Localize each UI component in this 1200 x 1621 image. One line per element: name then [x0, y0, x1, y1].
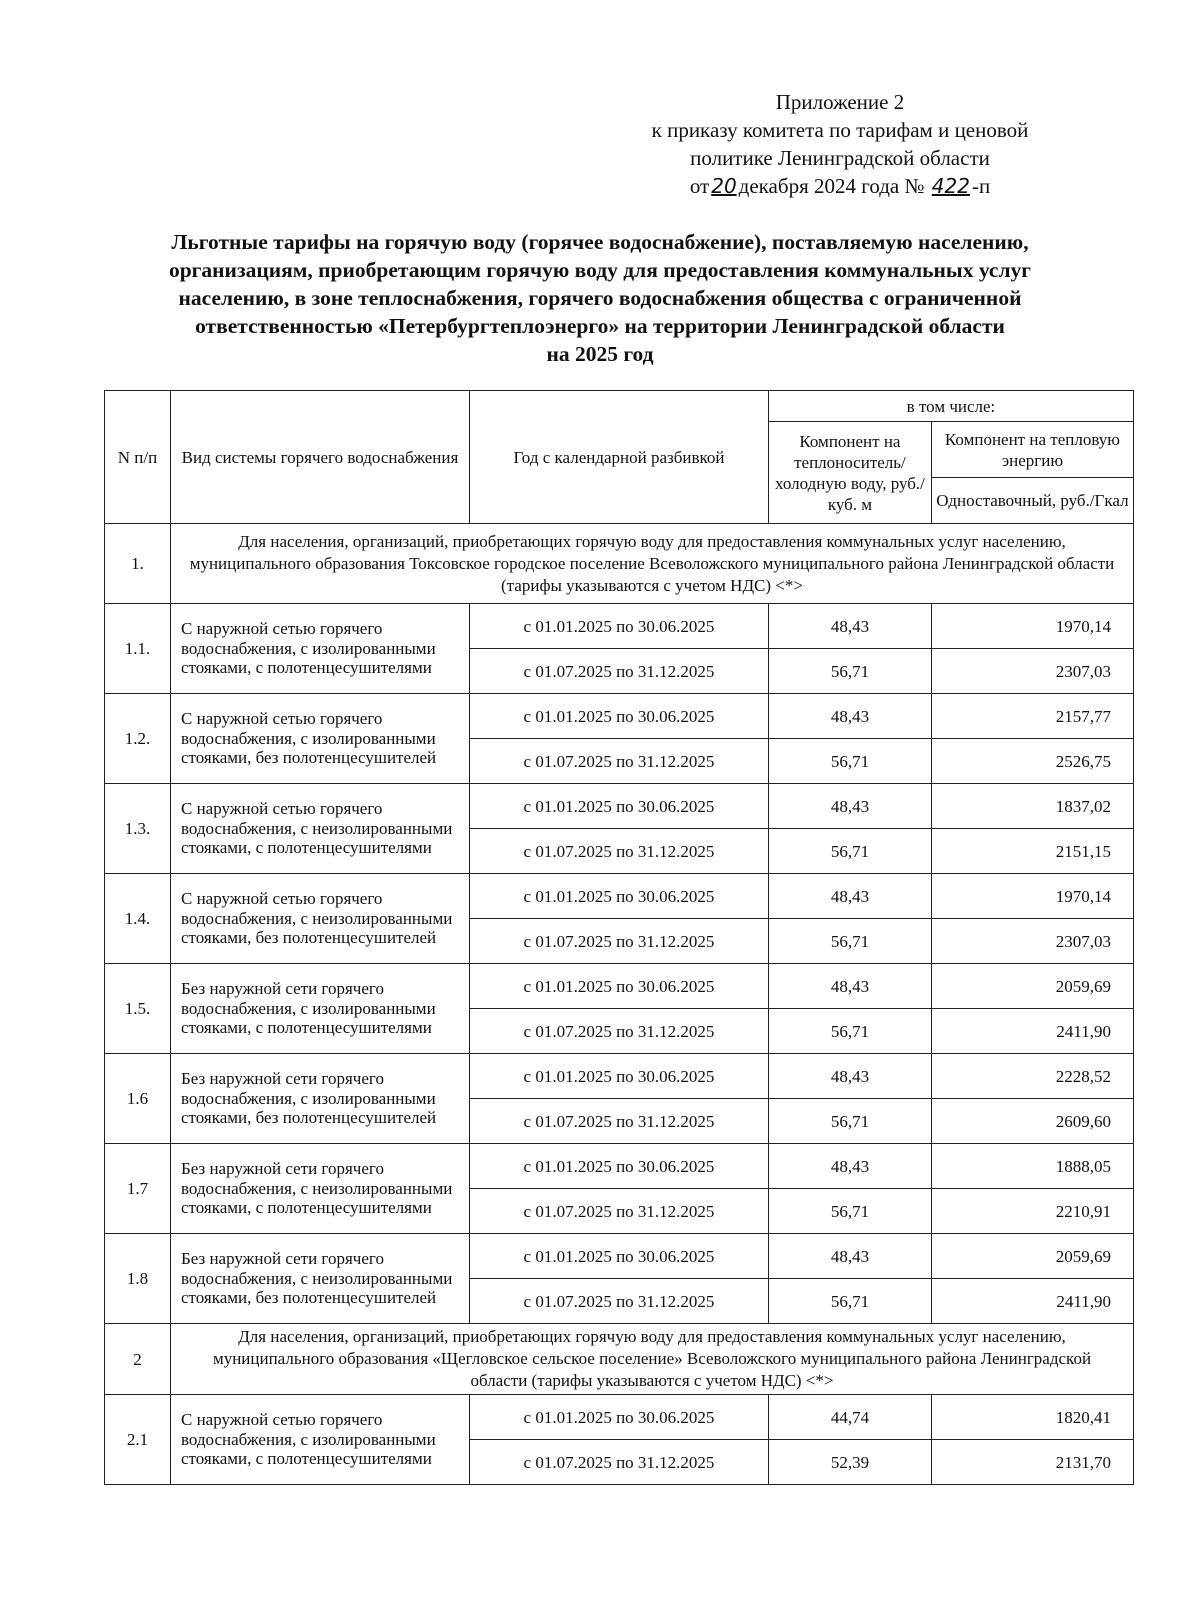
coolant-value: 52,39 [768, 1440, 931, 1485]
period-first-half: с 01.01.2025 по 30.06.2025 [469, 694, 768, 739]
period-second-half: с 01.07.2025 по 31.12.2025 [469, 1009, 768, 1054]
system-type: С наружной сетью горячего водоснабжения, с изолированными стояками, с полотенцесушителями [170, 604, 469, 694]
period-first-half: с 01.01.2025 по 30.06.2025 [469, 1054, 768, 1099]
row-number: 2.1 [105, 1395, 171, 1485]
period-first-half: с 01.01.2025 по 30.06.2025 [469, 1234, 768, 1279]
section-description: Для населения, организаций, приобретающих горячую воду для предоставления коммунальных услуг населению, муниципального образования «Щегловское сельское поселение» Всеволожского муниципального района Ленинградской области (тарифы указываются с учетом НДС) <*> [170, 1324, 1133, 1395]
period-second-half: с 01.07.2025 по 31.12.2025 [469, 919, 768, 964]
table-row [105, 604, 1134, 649]
period-second-half: с 01.07.2025 по 31.12.2025 [469, 739, 768, 784]
coolant-value: 48,43 [768, 874, 931, 919]
energy-value: 2131,70 [931, 1440, 1133, 1485]
coolant-value: 56,71 [768, 1009, 931, 1054]
header-system: Вид системы горячего водоснабжения [170, 391, 469, 524]
coolant-value: 48,43 [768, 604, 931, 649]
appendix-header [560, 88, 1120, 200]
header-including: в том числе: [768, 391, 1133, 422]
row-number: 1.1. [105, 604, 171, 694]
period-first-half: с 01.01.2025 по 30.06.2025 [469, 964, 768, 1009]
energy-value: 2210,91 [931, 1189, 1133, 1234]
header-energy-unit: Одноставочный, руб./Гкал [931, 478, 1133, 524]
row-number: 1.3. [105, 784, 171, 874]
system-type: Без наружной сети горячего водоснабжения, с неизолированными стояками, с полотенцесушителями [170, 1144, 469, 1234]
section-row [105, 524, 1134, 604]
date-prefix: от [689, 174, 710, 198]
period-second-half: с 01.07.2025 по 31.12.2025 [469, 1099, 768, 1144]
energy-value: 2307,03 [931, 649, 1133, 694]
section-description: Для населения, организаций, приобретающих горячую воду для предоставления коммунальных услуг населению, муниципального образования Токсовское городское поселение Всеволожского муниципального района Ленинградской области (тарифы указываются с учетом НДС) <*> [170, 524, 1133, 604]
header-coolant: Компонент на теплоноситель/ холодную воду, руб./куб. м [768, 422, 931, 524]
energy-value: 2059,69 [931, 964, 1133, 1009]
section-number: 1. [105, 524, 171, 604]
row-number: 1.7 [105, 1144, 171, 1234]
title-line: населению, в зоне теплоснабжения, горячего водоснабжения общества с ограниченной [178, 286, 1022, 310]
coolant-value: 56,71 [768, 1099, 931, 1144]
period-second-half: с 01.07.2025 по 31.12.2025 [469, 649, 768, 694]
coolant-value: 56,71 [768, 1189, 931, 1234]
title-line: ответственностью «Петербургтеплоэнерго» на территории Ленинградской области [195, 314, 1005, 338]
tariff-table [104, 390, 1134, 1485]
energy-value: 2307,03 [931, 919, 1133, 964]
system-type: С наружной сетью горячего водоснабжения, с изолированными стояками, с полотенцесушителями [170, 1395, 469, 1485]
coolant-value: 48,43 [768, 964, 931, 1009]
header-energy: Компонент на тепловую энергию [931, 422, 1133, 478]
system-type: Без наружной сети горячего водоснабжения, с изолированными стояками, без полотенцесушителей [170, 1054, 469, 1144]
energy-value: 2059,69 [931, 1234, 1133, 1279]
period-first-half: с 01.01.2025 по 30.06.2025 [469, 604, 768, 649]
header-num: N п/п [105, 391, 171, 524]
table-row [105, 784, 1134, 829]
table-row [105, 874, 1134, 919]
system-type: С наружной сетью горячего водоснабжения, с изолированными стояками, без полотенцесушителей [170, 694, 469, 784]
period-second-half: с 01.07.2025 по 31.12.2025 [469, 1440, 768, 1485]
period-first-half: с 01.01.2025 по 30.06.2025 [469, 1395, 768, 1440]
coolant-value: 56,71 [768, 919, 931, 964]
header-period: Год с календарной разбивкой [469, 391, 768, 524]
coolant-value: 56,71 [768, 1279, 931, 1324]
period-second-half: с 01.07.2025 по 31.12.2025 [469, 1189, 768, 1234]
energy-value: 2157,77 [931, 694, 1133, 739]
appendix-date-line [560, 172, 1120, 200]
table-row [105, 964, 1134, 1009]
system-type: С наружной сетью горячего водоснабжения, с неизолированными стояками, с полотенцесушителями [170, 784, 469, 874]
energy-value: 1888,05 [931, 1144, 1133, 1189]
table-row [105, 1234, 1134, 1279]
period-second-half: с 01.07.2025 по 31.12.2025 [469, 1279, 768, 1324]
table-row [105, 1395, 1134, 1440]
title-line: Льготные тарифы на горячую воду (горячее водоснабжение), поставляемую населению, [171, 230, 1029, 254]
coolant-value: 48,43 [768, 1054, 931, 1099]
energy-value: 1837,02 [931, 784, 1133, 829]
row-number: 1.5. [105, 964, 171, 1054]
title-line: организациям, приобретающим горячую воду для предоставления коммунальных услуг [168, 258, 1032, 282]
period-second-half: с 01.07.2025 по 31.12.2025 [469, 829, 768, 874]
date-middle: декабря 2024 года № [738, 174, 925, 198]
period-first-half: с 01.01.2025 по 30.06.2025 [469, 784, 768, 829]
coolant-value: 56,71 [768, 649, 931, 694]
coolant-value: 48,43 [768, 1234, 931, 1279]
document-title [100, 228, 1100, 368]
date-suffix: -п [971, 174, 991, 198]
system-type: Без наружной сети горячего водоснабжения, с неизолированными стояками, без полотенцесушителей [170, 1234, 469, 1324]
energy-value: 2228,52 [931, 1054, 1133, 1099]
system-type: С наружной сетью горячего водоснабжения, с неизолированными стояками, без полотенцесушителей [170, 874, 469, 964]
appendix-committee-line: политике Ленинградской области [690, 146, 990, 170]
table-row [105, 1054, 1134, 1099]
energy-value: 2609,60 [931, 1099, 1133, 1144]
section-number: 2 [105, 1324, 171, 1395]
appendix-order-line: к приказу комитета по тарифам и ценовой [651, 118, 1029, 142]
energy-value: 2151,15 [931, 829, 1133, 874]
energy-value: 2526,75 [931, 739, 1133, 784]
row-number: 1.2. [105, 694, 171, 784]
coolant-value: 44,74 [768, 1395, 931, 1440]
section-row [105, 1324, 1134, 1395]
title-line: на 2025 год [546, 342, 654, 366]
row-number: 1.4. [105, 874, 171, 964]
period-first-half: с 01.01.2025 по 30.06.2025 [469, 874, 768, 919]
appendix-title: Приложение 2 [775, 90, 905, 114]
coolant-value: 56,71 [768, 739, 931, 784]
energy-value: 1970,14 [931, 874, 1133, 919]
coolant-value: 56,71 [768, 829, 931, 874]
row-number: 1.8 [105, 1234, 171, 1324]
energy-value: 1820,41 [931, 1395, 1133, 1440]
energy-value: 2411,90 [931, 1279, 1133, 1324]
period-first-half: с 01.01.2025 по 30.06.2025 [469, 1144, 768, 1189]
handwritten-day: 20 [711, 174, 737, 198]
row-number: 1.6 [105, 1054, 171, 1144]
table-row [105, 1144, 1134, 1189]
energy-value: 2411,90 [931, 1009, 1133, 1054]
table-row [105, 694, 1134, 739]
handwritten-number: 422 [931, 174, 970, 198]
coolant-value: 48,43 [768, 784, 931, 829]
energy-value: 1970,14 [931, 604, 1133, 649]
system-type: Без наружной сети горячего водоснабжения, с изолированными стояками, с полотенцесушителями [170, 964, 469, 1054]
coolant-value: 48,43 [768, 694, 931, 739]
coolant-value: 48,43 [768, 1144, 931, 1189]
